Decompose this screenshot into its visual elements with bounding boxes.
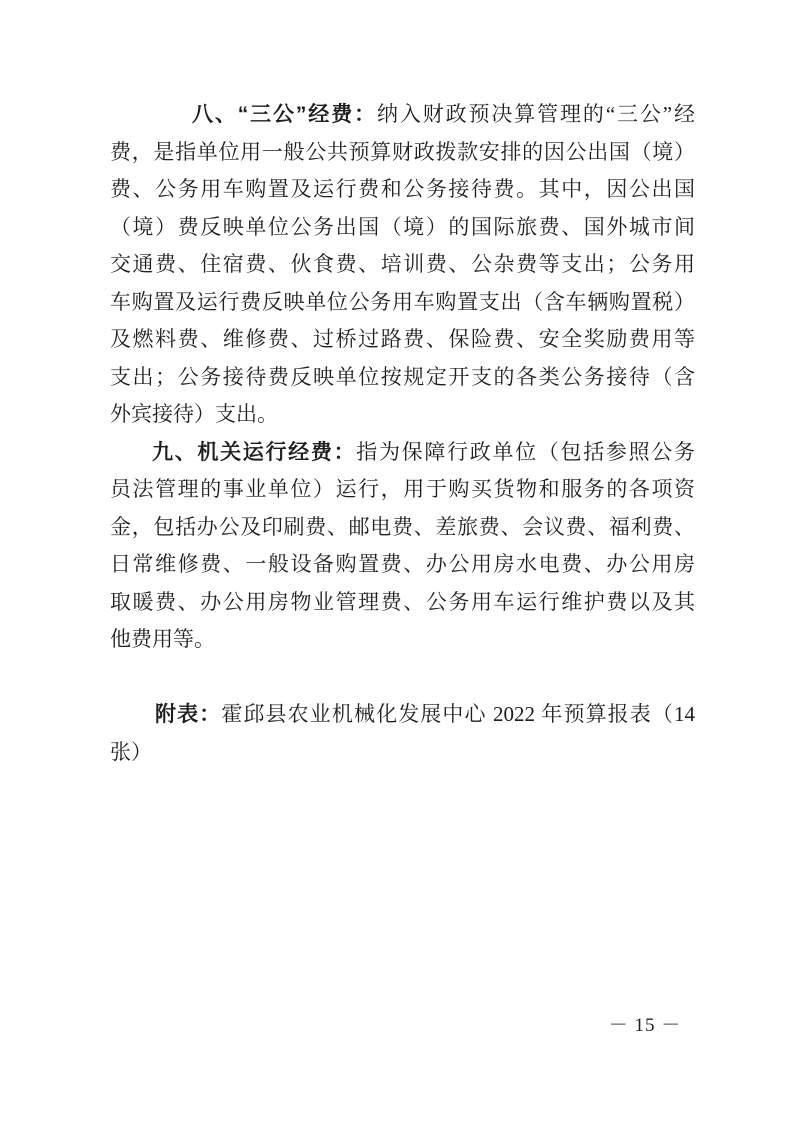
text-line: 员法管理的事业单位）运行，用于购买货物和服务的各项资 <box>110 477 695 501</box>
text-line <box>110 696 695 734</box>
text-run: 指为保障行政单位（包括参照公务 <box>356 439 696 464</box>
text-line: 日常维修费、一般设备购置费、办公用房水电费、办公用房 <box>110 552 695 576</box>
text-line: 车购置及运行费反映单位公务用车购置支出（含车辆购置税） <box>110 289 695 314</box>
paragraph-sangong-expenses <box>110 96 695 434</box>
document-body <box>110 96 695 771</box>
text-run: 纳入财政预决算管理的“三公”经 <box>376 102 696 126</box>
paragraph-label: 附表： <box>155 703 222 726</box>
text-line: 支出；公务接待费反映单位按规定开支的各类公务接待（含 <box>110 364 695 389</box>
text-line: 金，包括办公及印刷费、邮电费、差旅费、会议费、福利费、 <box>110 514 695 539</box>
text-line <box>110 96 695 134</box>
paragraph-label: 八、“三公”经费： <box>192 103 377 126</box>
text-line: 外宾接待）支出。 <box>110 402 278 426</box>
text-line: 取暖费、办公用房物业管理费、公务用车运行维护费以及其 <box>110 589 695 614</box>
page-number: － 15 － <box>608 1015 682 1036</box>
text-line: 张） <box>110 739 152 764</box>
text-line: 费，是指单位用一般公共预算财政拨款安排的因公出国（境） <box>110 139 695 164</box>
paragraph-operating-expenses <box>110 434 695 659</box>
text-line <box>110 434 695 472</box>
text-line: 及燃料费、维修费、过桥过路费、保险费、安全奖励费用等 <box>110 327 695 351</box>
paragraph-attachment-note <box>110 696 695 771</box>
text-line: 交通费、住宿费、伙食费、培训费、公杂费等支出；公务用 <box>110 252 695 276</box>
text-run: 霍邱县农业机械化发展中心 2022 年预算报表（14 <box>221 702 696 726</box>
blank-line <box>110 659 695 697</box>
paragraph-label: 九、机关运行经费： <box>152 440 357 464</box>
text-line: 费、公务用车购置及运行费和公务接待费。其中，因公出国 <box>110 177 695 201</box>
text-line: （境）费反映单位公务出国（境）的国际旅费、国外城市间 <box>110 214 695 239</box>
text-line: 他费用等。 <box>110 627 215 651</box>
